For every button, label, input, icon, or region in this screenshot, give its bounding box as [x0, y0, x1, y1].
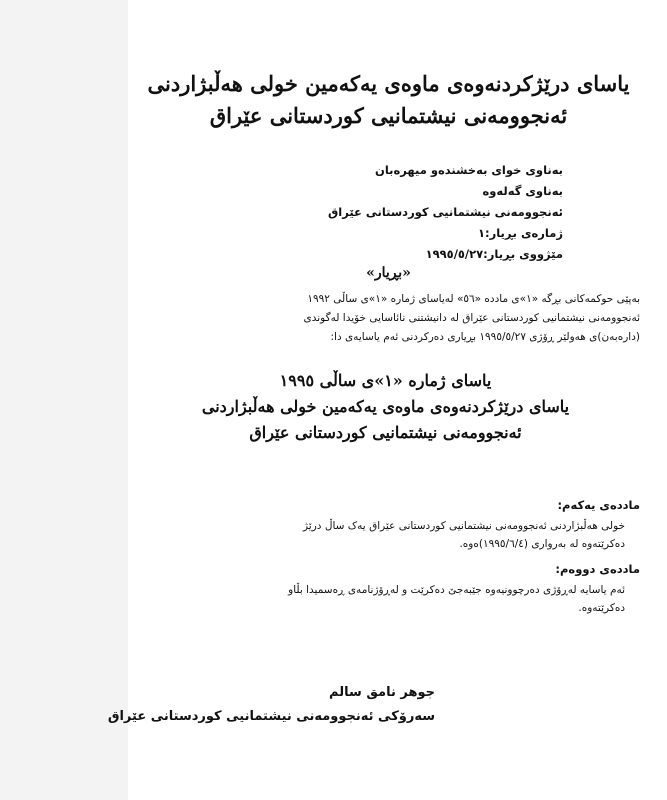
- article-1-heading: ماددەی یەکەم:: [557, 498, 640, 512]
- preamble-line-1: بەپێی حوکمەکانی بڕگە «١»ی ماددە «٥٦» لەیاسای ژمارە «١»ی ساڵی ١٩٩٢: [307, 293, 640, 305]
- page-margin: [0, 0, 128, 800]
- signatory-name: جوهر نامق سالم: [329, 685, 435, 700]
- article-1-line-1: خولی هەڵبژاردنی ئەنجوومەنی نیشتمانیی کوردستانی عێراق یەک ساڵ درێژ: [303, 520, 625, 532]
- article-2-heading: ماددەی دووەم:: [555, 562, 640, 576]
- law-heading-line-2: یاسای درێژکردنەوەی ماوەی یەکەمین خولی هەڵبژاردنی: [201, 397, 570, 416]
- signatory-title: سەرۆکی ئەنجوومەنی نیشتمانیی کوردستانی عێراق: [107, 709, 435, 724]
- header-line-4: ژمارەی بڕیار:١: [477, 226, 563, 240]
- header-line-2: بەناوی گەلەوە: [482, 184, 563, 198]
- preamble: [120, 290, 640, 347]
- article-2-body: [116, 581, 625, 617]
- header-line-3: ئەنجوومەنی نیشتمانیی کوردستانی عێراق: [327, 205, 563, 219]
- document-header: [243, 160, 563, 265]
- header-line-1: بەناوی خوای بەخشندەو میهرەبان: [375, 163, 563, 177]
- article-1-body: [116, 517, 625, 553]
- signature-block: [108, 681, 435, 729]
- title-line-2: ئەنجوومەنی نیشتمانیی کوردستانی عێراق: [209, 103, 568, 128]
- title-line-1: یاسای درێژکردنەوەی ماوەی یەکەمین خولی هەڵبژاردنی: [147, 71, 630, 96]
- article-1-line-2: دەکرێتەوە لە بەرواری (١٩٩٥/٦/٤)ەوە.: [459, 538, 625, 550]
- decision-heading: «بڕیار»: [366, 265, 411, 281]
- law-heading-line-3: ئەنجوومەنی نیشتمانیی کوردستانی عێراق: [249, 423, 522, 442]
- preamble-line-2: ئەنجوومەنی نیشتمانیی کوردستانی عێراق لە دانیشتنی نائاسایی خۆیدا لەگوندی: [303, 312, 640, 324]
- header-line-5: مێژووی بڕیار:١٩٩٥/٥/٢٧: [425, 247, 563, 261]
- law-heading-line-1: یاسای ژمارە «١»ی ساڵی ١٩٩٥: [279, 371, 492, 390]
- preamble-line-3: (دارەبەن)ی هەولێر ڕۆژی ١٩٩٥/٥/٢٧ بڕیاری دەرکردنی ئەم یاسایەی دا:: [330, 331, 640, 343]
- article-2-line-2: دەکرێتەوە.: [578, 602, 625, 614]
- law-heading: [128, 368, 643, 446]
- article-2-line-1: ئەم یاسایە لەڕۆژی دەرچوونیەوە جێبەجێ دەکرێت و لەڕۆژنامەی ڕەسمیدا بڵاو: [288, 584, 625, 596]
- document-title: [128, 68, 649, 132]
